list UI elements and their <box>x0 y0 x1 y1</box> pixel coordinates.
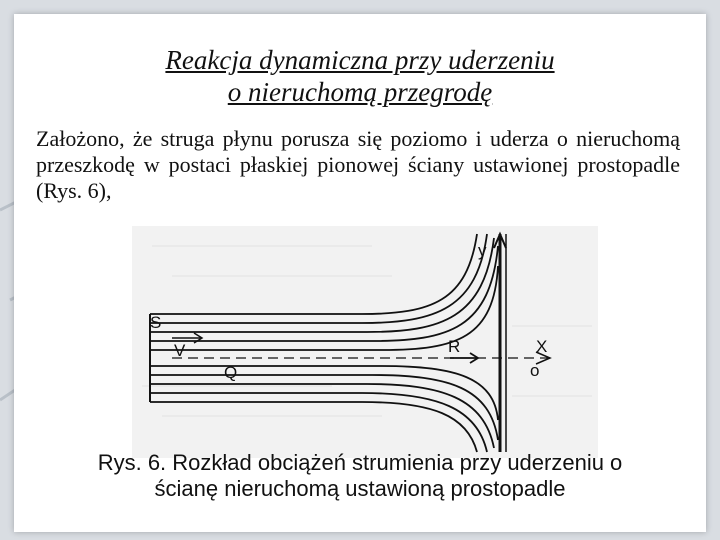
body-paragraph: Założono, że struga płynu porusza się poziomo i uderza o nieruchomą przeszkodę w postaci płaskiej pionowej ściany ustawionej prostopadle (Rys. 6), <box>36 126 680 203</box>
label-r: R <box>448 337 461 356</box>
figure-background <box>132 226 598 458</box>
figure-caption-line-1: Rys. 6. Rozkład obciążeń strumienia przy uderzeniu o <box>97 450 623 475</box>
figure-caption <box>44 450 676 502</box>
slide-content-area <box>14 14 706 532</box>
label-y: y <box>478 241 487 260</box>
slide-title-line-2: o nieruchomą przegrodę <box>227 77 493 107</box>
label-x: X <box>536 337 548 356</box>
label-s: S <box>150 313 162 332</box>
slide-title <box>14 44 706 108</box>
slide-title-line-1: Reakcja dynamiczna przy uderzeniu <box>165 45 555 75</box>
figure-caption-line-2: ścianę nieruchomą ustawioną prostopadle <box>154 476 566 501</box>
label-v: V <box>174 341 186 360</box>
flow-diagram-figure <box>132 226 598 458</box>
label-origin: o <box>530 361 540 380</box>
label-q: Q <box>224 363 238 382</box>
